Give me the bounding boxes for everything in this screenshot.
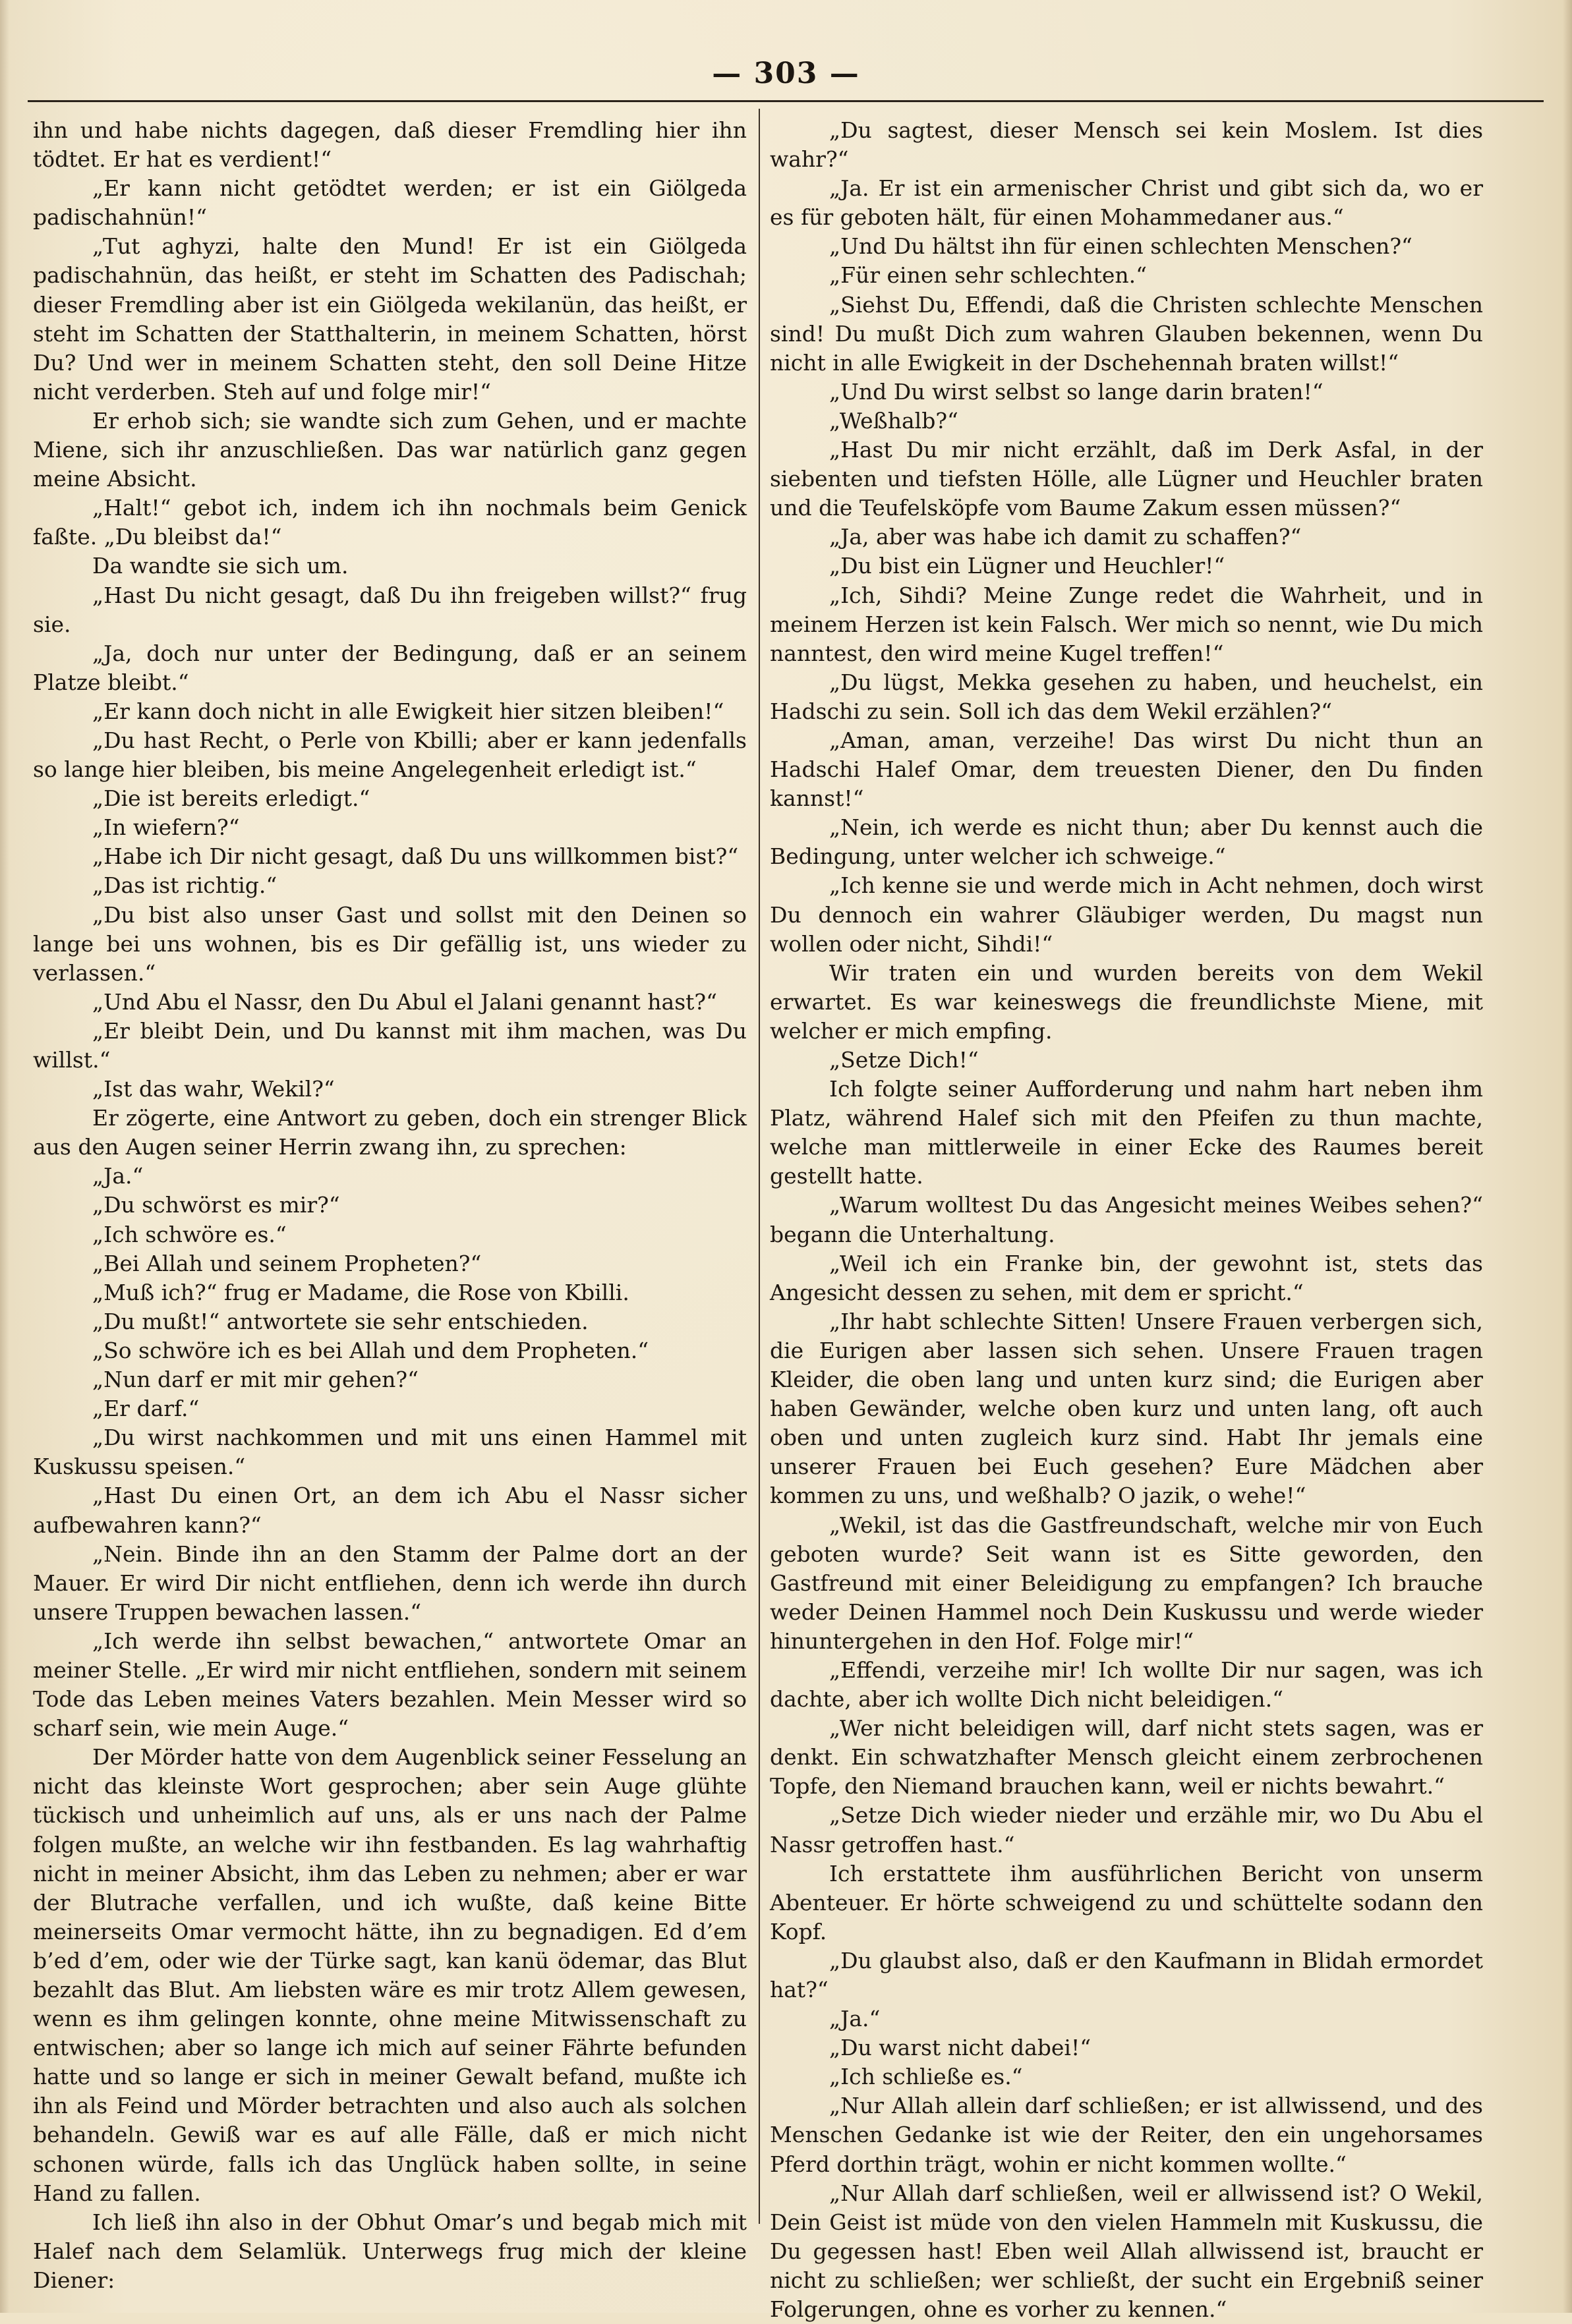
paragraph: „Und Du hältst ihn für einen schlechten Menschen?“ [829, 233, 1412, 260]
paragraph: Ich ließ ihn also in der Obhut Omar’s und begab mich mit Halef nach dem Selamlük. Unterwegs frug mich der kleine Diener: [33, 2209, 747, 2293]
paragraph: „Tut aghyzi, halte den Mund! Er ist ein Giölgeda padischahnün, das heißt, er steht im Schatten des Padischah; dieser Fremdling aber ist ein Giölgeda wekilanün, das heißt, er steht im Schatten der Statthalterin, in meinem Schatten, hörst Du? Und wer in meinem Schatten steht, den soll Deine Hitze nicht verderben. Steh auf und folge mir!“ [33, 233, 747, 405]
paragraph: „Du schwörst es mir?“ [92, 1192, 340, 1218]
paragraph: „Habe ich Dir nicht gesagt, daß Du uns willkommen bist?“ [92, 843, 739, 870]
paragraph: Er erhob sich; sie wandte sich zum Gehen, und er machte Miene, sich ihr anzuschließen. Das war natürlich ganz gegen meine Absicht. [33, 407, 747, 492]
paragraph: „Ich schließe es.“ [829, 2064, 1023, 2090]
paper-edge-left [0, 0, 9, 2313]
paragraph: „Du mußt!“ antwortete sie sehr entschieden. [92, 1308, 589, 1334]
paragraph: Ich erstattete ihm ausführlichen Bericht von unserm Abenteuer. Er hörte schweigend zu und schüttelte sodann den Kopf. [770, 1860, 1483, 1944]
paragraph: „Ich werde ihn selbst bewachen,“ antwortete Omar an meiner Stelle. „Er wird mir nicht entfliehen, sondern mit seinem Tode das Leben meines Vaters bezahlen. Mein Messer wird so scharf sein, wie mein Auge.“ [33, 1628, 747, 1742]
paragraph: „Weil ich ein Franke bin, der gewohnt ist, stets das Angesicht dessen zu sehen, mit dem er spricht.“ [770, 1250, 1483, 1305]
paragraph: „Du sagtest, dieser Mensch sei kein Moslem. Ist dies wahr?“ [770, 117, 1483, 173]
paragraph: „Muß ich?“ frug er Madame, die Rose von Kbilli. [92, 1279, 629, 1305]
paper-edge-right [1563, 0, 1572, 2313]
paragraph: „Bei Allah und seinem Propheten?“ [92, 1250, 482, 1276]
paragraph: „Ja, aber was habe ich damit zu schaffen?“ [829, 524, 1302, 550]
paragraph: „Ich schwöre es.“ [92, 1221, 287, 1247]
paragraph: „Du hast Recht, o Perle von Kbilli; aber er kann jedenfalls so lange hier bleiben, bis meine Angelegenheit erledigt ist.“ [33, 727, 747, 783]
paragraph: „Weßhalb?“ [829, 407, 958, 434]
paragraph: Wir traten ein und wurden bereits von dem Wekil erwartet. Es war keineswegs die freundlichste Miene, mit welcher er mich empfing. [770, 959, 1483, 1044]
paragraph: „Die ist bereits erledigt.“ [92, 785, 370, 812]
column-rule [759, 109, 760, 2224]
paragraph: „Wekil, ist das die Gastfreundschaft, welche mir von Euch geboten wurde? Seit wann ist es Sitte geworden, den Gastfreund mit einer Beleidigung zu empfangen? Ich brauche weder Deinen Hammel noch Dein Kuskussu und werde wieder hinuntergehen in den Hof. Folge mir!“ [770, 1512, 1483, 1654]
paragraph: „Du warst nicht dabei!“ [829, 2035, 1092, 2061]
header-rule [28, 100, 1544, 102]
paragraph: „Du glaubst also, daß er den Kaufmann in Blidah ermordet hat?“ [770, 1947, 1483, 2002]
paragraph: Ich folgte seiner Aufforderung und nahm hart neben ihm Platz, während Halef sich mit den Pfeifen zu thun machte, welche man mittlerweile in einer Ecke des Raumes bereit gestellt hatte. [770, 1076, 1483, 1189]
paragraph: Da wandte sie sich um. [92, 553, 349, 579]
paragraph: „Nein, ich werde es nicht thun; aber Du kennst auch die Bedingung, unter welcher ich schweige.“ [770, 814, 1483, 870]
paragraph: „Wer nicht beleidigen will, darf nicht stets sagen, was er denkt. Ein schwatzhafter Mensch gleicht einem zerbrochenen Topfe, den Niemand brauchen kann, weil er nichts bewahrt.“ [770, 1715, 1483, 1800]
paragraph: „Er bleibt Dein, und Du kannst mit ihm machen, was Du willst.“ [33, 1017, 747, 1073]
paragraph: „Setze Dich wieder nieder und erzähle mir, wo Du Abu el Nassr getroffen hast.“ [770, 1802, 1483, 1857]
paragraph: „Nein. Binde ihn an den Stamm der Palme dort an der Mauer. Er wird Dir nicht entfliehen, denn ich werde ihn durch unsere Truppen bewachen lassen.“ [33, 1541, 747, 1625]
right-column [770, 116, 1483, 2323]
paragraph: „Für einen sehr schlechten.“ [829, 262, 1147, 289]
paragraph: „Siehst Du, Effendi, daß die Christen schlechte Menschen sind! Du mußt Dich zum wahren Glauben bekennen, wenn Du nicht in alle Ewigkeit in der Dschehennah braten willst!“ [770, 291, 1483, 376]
paragraph: „Er kann doch nicht in alle Ewigkeit hier sitzen bleiben!“ [92, 698, 724, 724]
paragraph: ihn und habe nichts dagegen, daß dieser Fremdling hier ihn tödtet. Er hat es verdient!“ [33, 117, 747, 173]
paragraph: „Und Du wirst selbst so lange darin braten!“ [829, 378, 1324, 405]
paragraph: „Er darf.“ [92, 1396, 200, 1422]
paragraph: „Effendi, verzeihe mir! Ich wollte Dir nur sagen, was ich dachte, aber ich wollte Dich nicht beleidigen.“ [770, 1657, 1483, 1713]
paragraph: „Ihr habt schlechte Sitten! Unsere Frauen verbergen sich, die Eurigen aber lassen sich sehen. Unsere Frauen tragen Kleider, die oben lang und unten kurz sind; die Eurigen aber haben Gewänder, welche oben kurz und unten lang, oft auch oben und unten zugleich kurz sind. Habt Ihr jemals eine unserer Frauen bei Euch gesehen? Eure Mädchen aber kommen zu uns, und weßhalb? O jazik, o wehe!“ [770, 1308, 1483, 1509]
paragraph: „Setze Dich!“ [829, 1047, 979, 1073]
paragraph: „Hast Du nicht gesagt, daß Du ihn freigeben willst?“ frug sie. [33, 582, 747, 637]
paragraph: „In wiefern?“ [92, 814, 240, 841]
paragraph: Er zögerte, eine Antwort zu geben, doch ein strenger Blick aus den Augen seiner Herrin zwang ihn, zu sprechen: [33, 1105, 747, 1160]
page-number: — 303 — [712, 57, 860, 90]
paragraph: „Er kann nicht getödtet werden; er ist ein Giölgeda padischahnün!“ [33, 175, 747, 231]
paragraph: „Das ist richtig.“ [92, 872, 277, 899]
paragraph: „Ich kenne sie und werde mich in Acht nehmen, doch wirst Du dennoch ein wahrer Gläubiger werden, Du magst nun wollen oder nicht, Sihdi!“ [770, 872, 1483, 957]
paragraph: „Ja.“ [92, 1163, 144, 1189]
paragraph: „Ich, Sihdi? Meine Zunge redet die Wahrheit, und in meinem Herzen ist kein Falsch. Wer mich so nennt, wie Du mich nanntest, den wird meine Kugel treffen!“ [770, 582, 1483, 666]
paragraph: „So schwöre ich es bei Allah und dem Propheten.“ [92, 1337, 649, 1363]
paragraph: „Nur Allah darf schließen, weil er allwissend ist? O Wekil, Dein Geist ist müde von den vielen Hammeln mit Kuskussu, die Du gegessen hast! Eben weil Allah allwissend ist, braucht er nicht zu schließen; wer schließt, der sucht ein Ergebniß seiner Folgerungen, ohne es vorher zu kennen.“ [770, 2180, 1483, 2323]
paragraph: „Hast Du einen Ort, an dem ich Abu el Nassr sicher aufbewahren kann?“ [33, 1483, 747, 1538]
paragraph: Der Mörder hatte von dem Augenblick seiner Fesselung an nicht das kleinste Wort gesprochen; aber sein Auge glühte tückisch und unheimlich auf uns, als er uns nach der Palme folgen mußte, an welche wir ihn festbanden. Es lag wahrhaftig nicht in meiner Absicht, ihm das Leben zu nehmen; aber er war der Blutrache verfallen, und ich wußte, daß keine Bitte meinerseits Omar vermocht hätte, ihn zu begnadigen. Ed d’em b’ed d’em, oder wie der Türke sagt, kan kanü ödemar, das Blut bezahlt das Blut. Am liebsten wäre es mir trotz Allem gewesen, wenn es ihm gelingen konnte, ohne meine Mitwissenschaft zu entwischen; aber so lange ich mich auf seiner Fährte befunden hatte und so lange er sich in meiner Gewalt befand, mußte ich ihn als Feind und Mörder betrachten und also auch als solchen behandeln. Gewiß war es auf alle Fälle, daß er mich nicht schonen würde, falls ich das Unglück haben sollte, in seine Hand zu fallen. [33, 1744, 747, 2206]
left-column [33, 116, 747, 2293]
paragraph: „Aman, aman, verzeihe! Das wirst Du nicht thun an Hadschi Halef Omar, dem treuesten Diener, den Du finden kannst!“ [770, 727, 1483, 812]
paragraph: „Nur Allah allein darf schließen; er ist allwissend, und des Menschen Gedanke ist wie der Reiter, den ein ungehorsames Pferd dorthin trägt, wohin er nicht kommen wollte.“ [770, 2093, 1483, 2177]
paragraph: „Du wirst nachkommen und mit uns einen Hammel mit Kuskussu speisen.“ [33, 1425, 747, 1480]
paragraph: „Ja.“ [829, 2006, 881, 2032]
paragraph: „Hast Du mir nicht erzählt, daß im Derk Asfal, in der siebenten und tiefsten Hölle, alle Lügner und Heuchler braten und die Teufelsköpfe vom Baume Zakum essen müssen?“ [770, 437, 1483, 521]
paragraph: „Du bist ein Lügner und Heuchler!“ [829, 553, 1225, 579]
paragraph: „Warum wolltest Du das Angesicht meines Weibes sehen?“ begann die Unterhaltung. [770, 1192, 1483, 1247]
paragraph: „Ja. Er ist ein armenischer Christ und gibt sich da, wo er es für geboten hält, für einen Mohammedaner aus.“ [770, 175, 1483, 231]
paragraph: „Du bist also unser Gast und sollst mit den Deinen so lange bei uns wohnen, bis es Dir gefällig ist, uns wieder zu verlassen.“ [33, 901, 747, 986]
paragraph: „Nun darf er mit mir gehen?“ [92, 1367, 419, 1393]
paragraph: „Halt!“ gebot ich, indem ich ihn nochmals beim Genick faßte. „Du bleibst da!“ [33, 495, 747, 550]
paragraph: „Ja, doch nur unter der Bedingung, daß er an seinem Platze bleibt.“ [33, 640, 747, 695]
paragraph: „Du lügst, Mekka gesehen zu haben, und heuchelst, ein Hadschi zu sein. Soll ich das dem Wekil erzählen?“ [770, 669, 1483, 724]
paragraph: „Und Abu el Nassr, den Du Abul el Jalani genannt hast?“ [92, 988, 717, 1015]
paragraph: „Ist das wahr, Wekil?“ [92, 1076, 335, 1102]
